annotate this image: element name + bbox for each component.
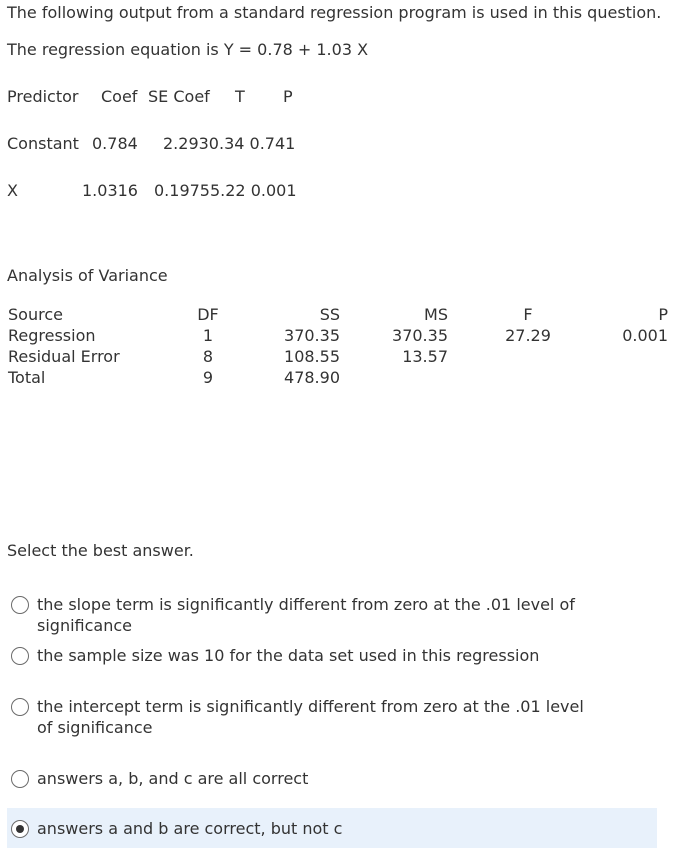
- answer-option-e[interactable]: [7, 808, 657, 848]
- p-header-anova: P: [658, 305, 668, 324]
- answer-option-c[interactable]: [7, 690, 657, 744]
- coef-header: Coef: [101, 87, 138, 106]
- option-label: the intercept term is significantly different from zero at the .01 level of significance: [37, 697, 584, 737]
- source-cell: Total: [8, 368, 46, 387]
- anova-title: Analysis of Variance: [7, 266, 168, 285]
- p-cell: 0.001: [622, 326, 668, 345]
- option-label: the sample size was 10 for the data set used in this regression: [37, 646, 540, 665]
- ss-cell: 478.90: [284, 368, 340, 387]
- predictor-header: Predictor: [7, 87, 79, 106]
- table-row: [8, 367, 668, 388]
- regression-equation: The regression equation is Y = 0.78 + 1.03 X: [7, 40, 369, 59]
- constant-coef: 0.784: [92, 134, 138, 153]
- source-cell: Regression: [8, 326, 96, 345]
- ss-header: SS: [319, 305, 340, 324]
- p-header: P: [283, 87, 293, 106]
- radio-button-b[interactable]: [11, 647, 29, 665]
- constant-label: Constant: [7, 134, 79, 153]
- t-header: T: [235, 87, 245, 106]
- df-cell: 1: [202, 326, 214, 345]
- option-label: answers a, b, and c are all correct: [37, 769, 309, 788]
- question-prompt: Select the best answer.: [7, 541, 194, 560]
- x-label: X: [7, 181, 18, 200]
- se-coef-header: SE Coef: [148, 87, 210, 106]
- source-header: Source: [8, 305, 63, 324]
- radio-button-e[interactable]: [11, 820, 29, 838]
- answer-option-a[interactable]: [7, 588, 657, 642]
- f-cell: 27.29: [505, 326, 551, 345]
- ms-cell: 370.35: [392, 326, 448, 345]
- ss-cell: 370.35: [284, 326, 340, 345]
- radio-button-c[interactable]: [11, 698, 29, 716]
- table-row: [8, 325, 668, 346]
- df-cell: 8: [202, 347, 214, 366]
- constant-stats: 2.2930.34 0.741: [163, 134, 296, 153]
- ms-cell: 13.57: [402, 347, 448, 366]
- df-header: DF: [197, 305, 219, 324]
- anova-header-row: [8, 304, 668, 325]
- radio-button-d[interactable]: [11, 770, 29, 788]
- x-stats: 0.19755.22 0.001: [154, 181, 297, 200]
- option-label: answers a and b are correct, but not c: [37, 819, 343, 838]
- option-label: the slope term is significantly different from zero at the .01 level of significance: [37, 595, 575, 635]
- x-coef: 1.0316: [82, 181, 138, 200]
- ss-cell: 108.55: [284, 347, 340, 366]
- df-cell: 9: [202, 368, 214, 387]
- f-header: F: [523, 305, 533, 324]
- table-row: [8, 346, 668, 367]
- ms-header: MS: [424, 305, 448, 324]
- intro-text: The following output from a standard regression program is used in this question.: [7, 3, 662, 22]
- source-cell: Residual Error: [8, 347, 120, 366]
- answer-option-d[interactable]: [7, 762, 657, 795]
- answer-option-b[interactable]: [7, 639, 657, 672]
- radio-button-a[interactable]: [11, 596, 29, 614]
- anova-table: [8, 304, 668, 388]
